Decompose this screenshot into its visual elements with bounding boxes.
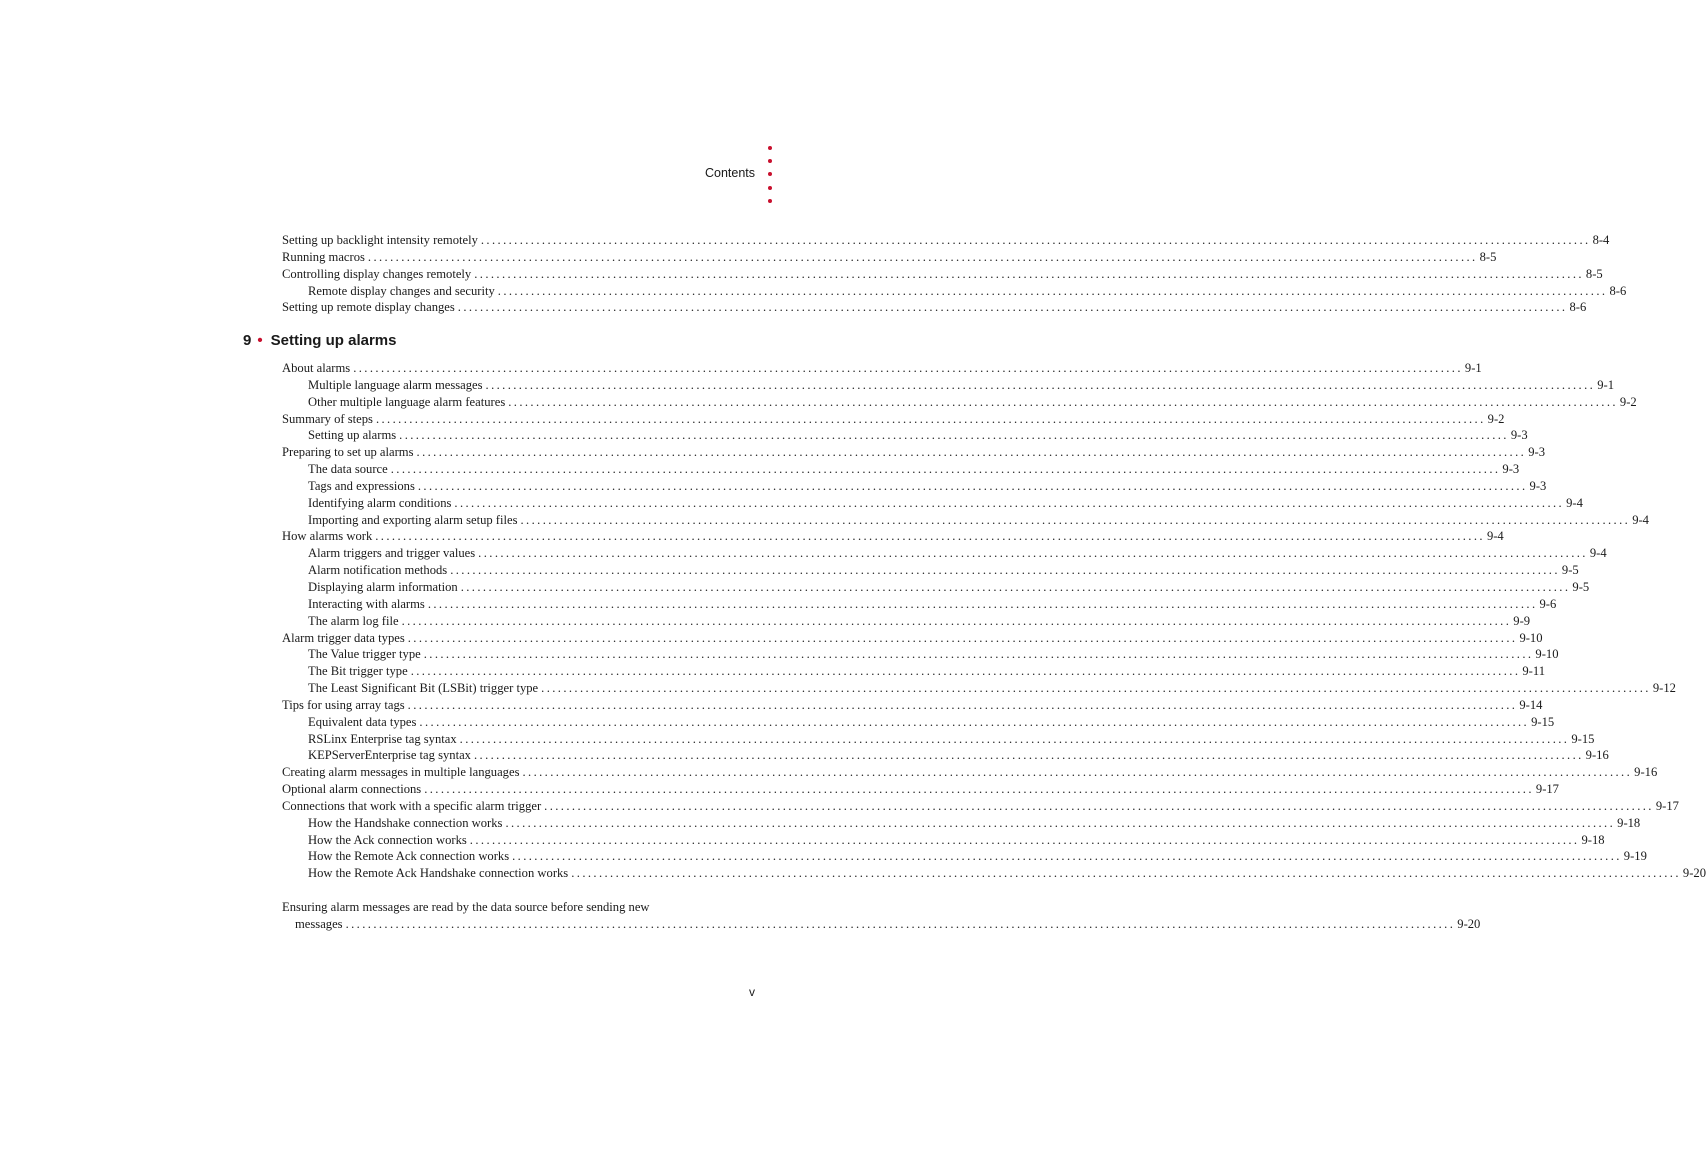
toc-entry[interactable] bbox=[282, 798, 1679, 815]
toc-entry-title: About alarms bbox=[282, 361, 351, 375]
toc-entry[interactable] bbox=[282, 495, 1583, 512]
dot-leader: ........................................................................................................................................................................................................ bbox=[410, 664, 1521, 679]
chapter-heading bbox=[243, 332, 396, 349]
toc-entry-title: Importing and exporting alarm setup files bbox=[308, 512, 518, 527]
toc-entry-title: Connections that work with a specific alarm trigger bbox=[282, 798, 542, 813]
toc-entry-title: Setting up backlight intensity remotely bbox=[282, 233, 478, 247]
dot-leader: ........................................................................................................................................................................................................ bbox=[401, 613, 1512, 628]
toc-entry-title: Multiple language alarm messages bbox=[308, 377, 483, 392]
toc-entry-page: 9-3 bbox=[1502, 462, 1520, 477]
dot-leader: ........................................................................................................................................................................................................ bbox=[520, 512, 1631, 527]
toc-entry-title-line1: Ensuring alarm messages are read by the data source before sending new bbox=[282, 900, 650, 915]
toc-entry-page: 9-20 bbox=[1457, 917, 1481, 931]
toc-entry-page: 9-11 bbox=[1522, 664, 1545, 679]
toc-entry[interactable] bbox=[282, 377, 1614, 394]
chapter-bullet: • bbox=[257, 332, 263, 349]
toc-entry-page: 9-3 bbox=[1528, 445, 1545, 460]
toc-entry-title: Displaying alarm information bbox=[308, 579, 458, 594]
dot-leader: ........................................................................................................................................................................................................ bbox=[367, 249, 1478, 264]
page-number: v bbox=[749, 985, 755, 999]
dot-leader: ........................................................................................................................................................................................................ bbox=[478, 546, 1588, 561]
toc-entry[interactable] bbox=[282, 646, 1559, 663]
toc-entry[interactable] bbox=[282, 663, 1545, 680]
toc-entry-title: The Least Significant Bit (LSBit) trigger type bbox=[308, 681, 539, 696]
toc-entry-title: Running macros bbox=[282, 249, 365, 264]
toc-entry-page: 9-2 bbox=[1487, 411, 1505, 426]
header-dot bbox=[768, 199, 772, 203]
toc-entry[interactable] bbox=[282, 680, 1676, 697]
toc-entry-title: KEPServerEnterprise tag syntax bbox=[308, 748, 471, 763]
toc-entry[interactable] bbox=[282, 562, 1579, 579]
toc-entry-title: Setting up alarms bbox=[308, 428, 397, 443]
dot-leader: ........................................................................................................................................................................................................ bbox=[474, 266, 1584, 281]
toc-entry-page: 8-5 bbox=[1479, 249, 1497, 264]
dot-leader: ........................................................................................................................................................................................................ bbox=[505, 815, 1616, 830]
toc-entry-title: Alarm notification methods bbox=[308, 563, 448, 578]
toc-entry-title: Preparing to set up alarms bbox=[282, 445, 414, 460]
toc-entry-page: 9-15 bbox=[1531, 714, 1555, 729]
toc-entry-title: Tips for using array tags bbox=[282, 697, 405, 712]
dot-leader: ........................................................................................................................................................................................................ bbox=[469, 832, 1580, 847]
dot-leader: ........................................................................................................................................................................................................ bbox=[571, 866, 1681, 881]
toc-entry-title: The Value trigger type bbox=[308, 647, 421, 662]
toc-entry-title: Optional alarm connections bbox=[282, 782, 422, 797]
toc-entry-page: 9-4 bbox=[1566, 495, 1583, 510]
dot-leader: ........................................................................................................................................................................................................ bbox=[424, 782, 1534, 797]
toc-entry[interactable] bbox=[282, 512, 1649, 529]
toc-entry-page: 9-12 bbox=[1652, 681, 1676, 696]
toc-entry-title: Creating alarm messages in multiple languages bbox=[282, 765, 520, 780]
toc-entry-page: 9-9 bbox=[1513, 613, 1531, 628]
dot-leader: ........................................................................................................................................................................................................ bbox=[419, 714, 1530, 729]
toc-entry[interactable] bbox=[282, 848, 1647, 865]
toc-entry-title: Identifying alarm conditions bbox=[308, 495, 452, 510]
toc-entry-title: Summary of steps bbox=[282, 411, 373, 426]
toc-entry-page: 8-6 bbox=[1609, 283, 1627, 298]
toc-entry-page: 9-5 bbox=[1572, 579, 1590, 594]
toc-entry-title: Alarm trigger data types bbox=[282, 630, 405, 645]
toc-entry-page: 9-10 bbox=[1519, 630, 1543, 645]
dot-leader: ........................................................................................................................................................................................................ bbox=[399, 428, 1509, 443]
toc-entry[interactable] bbox=[282, 232, 1610, 249]
toc-entry[interactable] bbox=[282, 478, 1547, 495]
header-dots bbox=[768, 146, 774, 212]
toc-entry[interactable] bbox=[282, 747, 1609, 764]
toc-entry-page: 9-3 bbox=[1510, 428, 1528, 443]
toc-entry-title: Tags and expressions bbox=[308, 478, 415, 493]
toc-entry[interactable] bbox=[282, 781, 1559, 798]
toc-entry[interactable] bbox=[282, 815, 1641, 832]
toc-entry[interactable] bbox=[282, 764, 1658, 781]
toc-entry-page: 9-6 bbox=[1539, 596, 1557, 611]
toc-entry-page: 9-1 bbox=[1464, 361, 1482, 375]
toc-entry-page: 9-18 bbox=[1617, 815, 1641, 830]
header-dot bbox=[768, 172, 772, 176]
dot-leader: ........................................................................................................................................................................................................ bbox=[480, 233, 1591, 247]
toc-entry[interactable] bbox=[282, 444, 1545, 461]
toc-entry[interactable] bbox=[282, 528, 1504, 545]
toc-entry-title: The data source bbox=[308, 462, 388, 477]
toc-entry-page: 8-6 bbox=[1569, 300, 1587, 315]
toc-entry-title: Other multiple language alarm features bbox=[308, 394, 506, 409]
toc-entry-wrapped[interactable] bbox=[282, 899, 1481, 933]
toc-entry-line2 bbox=[282, 916, 1481, 933]
toc-entry[interactable] bbox=[282, 249, 1497, 266]
toc-entry-page: 9-15 bbox=[1571, 731, 1595, 746]
toc-entry[interactable] bbox=[282, 731, 1595, 748]
toc-entry-page: 9-10 bbox=[1535, 647, 1559, 662]
toc-entry[interactable] bbox=[282, 613, 1531, 630]
dot-leader: ........................................................................................................................................................................................................ bbox=[390, 462, 1501, 477]
toc-entry-page: 9-17 bbox=[1655, 798, 1679, 813]
toc-entry-page: 9-5 bbox=[1561, 563, 1579, 578]
dot-leader: ........................................................................................................................................................................................................ bbox=[375, 529, 1485, 544]
toc-entry-page: 9-4 bbox=[1486, 529, 1504, 544]
toc-entry[interactable] bbox=[282, 283, 1627, 300]
toc-entry-page: 9-20 bbox=[1682, 866, 1706, 881]
toc-entry-title: Setting up remote display changes bbox=[282, 300, 455, 315]
toc-entry[interactable] bbox=[282, 596, 1557, 613]
toc-entry[interactable] bbox=[282, 427, 1528, 444]
dot-leader: ........................................................................................................................................................................................................ bbox=[544, 798, 1654, 813]
toc-entry-title: How the Remote Ack connection works bbox=[308, 849, 510, 864]
dot-leader: ........................................................................................................................................................................................................ bbox=[457, 300, 1568, 315]
toc-entry-page: 9-3 bbox=[1529, 478, 1547, 493]
dot-leader: ........................................................................................................................................................................................................ bbox=[485, 377, 1596, 392]
toc-entry-title: The alarm log file bbox=[308, 613, 399, 628]
toc-entry[interactable] bbox=[282, 697, 1543, 714]
toc-entry-title: Equivalent data types bbox=[308, 714, 417, 729]
dot-leader: ........................................................................................................................................................................................................ bbox=[460, 579, 1571, 594]
section-label: Contents bbox=[704, 166, 755, 180]
toc-continued-list bbox=[282, 232, 1627, 316]
dot-leader: ........................................................................................................................................................................................................ bbox=[450, 563, 1560, 578]
toc-entry-title: How the Handshake connection works bbox=[308, 815, 503, 830]
toc-entry-title: Alarm triggers and trigger values bbox=[308, 546, 476, 561]
toc-entry[interactable] bbox=[282, 545, 1607, 562]
chapter-number: 9 bbox=[243, 332, 252, 349]
dot-leader: ........................................................................................................................................................................................................ bbox=[353, 361, 1463, 375]
toc-entry[interactable] bbox=[282, 579, 1590, 596]
dot-leader: ........................................................................................................................................................................................................ bbox=[512, 849, 1622, 864]
dot-leader: ........................................................................................................................................................................................................ bbox=[407, 630, 1518, 645]
toc-entry[interactable] bbox=[282, 865, 1706, 882]
dot-leader: ........................................................................................................................................................................................................ bbox=[375, 411, 1486, 426]
toc-entry-page: 9-16 bbox=[1634, 765, 1658, 780]
toc-entry[interactable] bbox=[282, 630, 1543, 647]
toc-entry-page: 9-17 bbox=[1535, 782, 1559, 797]
toc-entry-page: 9-1 bbox=[1597, 377, 1614, 392]
toc-entry-title: Controlling display changes remotely bbox=[282, 266, 472, 281]
dot-leader: ........................................................................................................................................................................................................ bbox=[497, 283, 1608, 298]
toc-entry-title: The Bit trigger type bbox=[308, 664, 408, 679]
toc-entry[interactable] bbox=[282, 832, 1605, 849]
dot-leader: ........................................................................................................................................................................................................ bbox=[508, 394, 1618, 409]
toc-entry-title: How the Remote Ack Handshake connection works bbox=[308, 866, 569, 881]
header-dot bbox=[768, 186, 772, 190]
toc-entry[interactable] bbox=[282, 360, 1482, 377]
toc-entry-title: How the Ack connection works bbox=[308, 832, 467, 847]
header-dot bbox=[768, 146, 772, 150]
dot-leader: ........................................................................................................................................................................................................ bbox=[541, 681, 1651, 696]
header-dot bbox=[768, 159, 772, 163]
dot-leader: ........................................................................................................................................................................................................ bbox=[454, 495, 1565, 510]
dot-leader: ........................................................................................................................................................................................................ bbox=[473, 748, 1584, 763]
dot-leader: ........................................................................................................................................................................................................ bbox=[423, 647, 1534, 662]
toc-entry-page: 9-4 bbox=[1632, 512, 1649, 527]
toc-entry[interactable] bbox=[282, 266, 1603, 283]
toc-entry-title-line2: messages bbox=[295, 917, 343, 931]
toc-entry[interactable] bbox=[282, 714, 1555, 731]
dot-leader: ........................................................................................................................................................................................................ bbox=[416, 445, 1527, 460]
chapter-title: Setting up alarms bbox=[270, 332, 397, 349]
toc-entry[interactable] bbox=[282, 394, 1637, 411]
toc-entry[interactable] bbox=[282, 461, 1520, 478]
toc-entry-page: 9-4 bbox=[1589, 546, 1607, 561]
dot-leader: ........................................................................................................................................................................................................ bbox=[522, 765, 1633, 780]
toc-entry-page: 8-4 bbox=[1592, 233, 1610, 247]
toc-entry-page: 8-5 bbox=[1585, 266, 1603, 281]
toc-entry[interactable] bbox=[282, 411, 1505, 428]
toc-entry-title: RSLinx Enterprise tag syntax bbox=[308, 731, 457, 746]
dot-leader: ........................................................................................................................................................................................................ bbox=[427, 596, 1538, 611]
toc-entry-page: 9-19 bbox=[1623, 849, 1647, 864]
toc-chapter-list bbox=[282, 360, 1706, 933]
toc-entry[interactable] bbox=[282, 299, 1587, 316]
toc-entry-page: 9-18 bbox=[1581, 832, 1605, 847]
toc-entry-title: How alarms work bbox=[282, 529, 373, 544]
toc-entry-page: 9-14 bbox=[1519, 697, 1543, 712]
dot-leader: ........................................................................................................................................................................................................ bbox=[407, 697, 1518, 712]
toc-entry-page: 9-16 bbox=[1585, 748, 1609, 763]
dot-leader: ........................................................................................................................................................................................................ bbox=[345, 917, 1456, 931]
toc-entry-title: Remote display changes and security bbox=[308, 283, 495, 298]
dot-leader: ........................................................................................................................................................................................................ bbox=[459, 731, 1570, 746]
dot-leader: ........................................................................................................................................................................................................ bbox=[417, 478, 1528, 493]
toc-entry-page: 9-2 bbox=[1619, 394, 1637, 409]
toc-entry-title: Interacting with alarms bbox=[308, 596, 425, 611]
